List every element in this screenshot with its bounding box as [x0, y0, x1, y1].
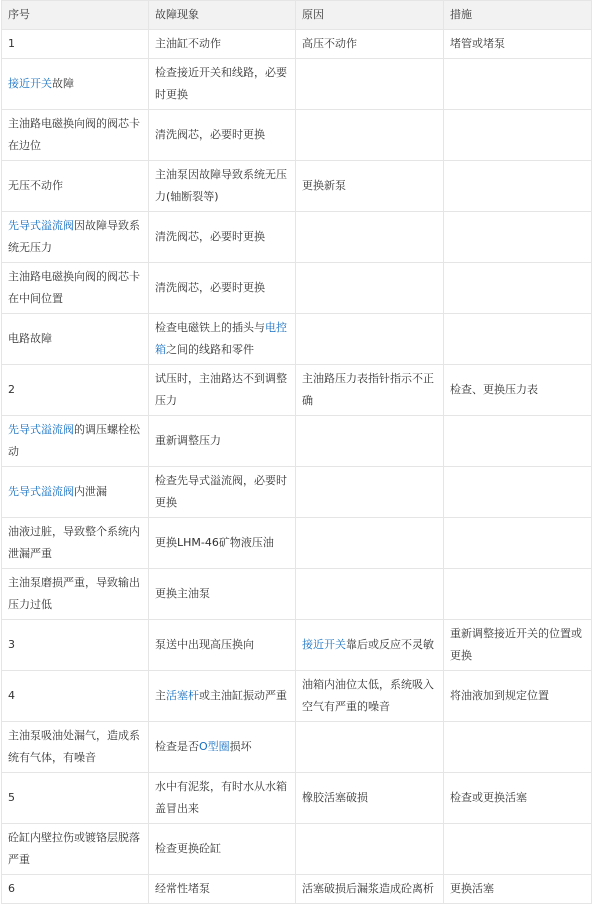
- measure-cell: [444, 416, 592, 467]
- cell-text: 泵送中出现高压换向: [155, 638, 254, 651]
- symptom-cell: [149, 365, 296, 416]
- term-link[interactable]: O型圈: [199, 740, 230, 753]
- cell-text: 检查是否: [155, 740, 199, 753]
- measure-cell: [444, 875, 592, 904]
- cell-text: 1: [8, 37, 15, 50]
- table-row: [2, 263, 592, 314]
- cause-cell: [296, 875, 444, 904]
- index-cell: [2, 824, 149, 875]
- cell-text: 6: [8, 882, 15, 895]
- symptom-cell: [149, 773, 296, 824]
- table-row: [2, 30, 592, 59]
- index-cell: [2, 620, 149, 671]
- table-row: [2, 824, 592, 875]
- index-cell: [2, 518, 149, 569]
- measure-cell: [444, 365, 592, 416]
- measure-cell: [444, 671, 592, 722]
- cell-text: 或主油缸振动严重: [199, 689, 287, 702]
- header-cause: 原因: [296, 1, 444, 30]
- measure-cell: [444, 314, 592, 365]
- symptom-cell: [149, 824, 296, 875]
- measure-cell: [444, 263, 592, 314]
- header-measure: 措施: [444, 1, 592, 30]
- cell-text: 检查电磁铁上的插头与: [155, 321, 265, 334]
- measure-cell: [444, 161, 592, 212]
- fault-table: [1, 0, 592, 904]
- cell-text: 清洗阀芯，必要时更换: [155, 230, 265, 243]
- table-row: [2, 110, 592, 161]
- table-row: [2, 620, 592, 671]
- table-row: [2, 416, 592, 467]
- table-row: [2, 518, 592, 569]
- cause-cell: [296, 263, 444, 314]
- cell-text: 清洗阀芯，必要时更换: [155, 128, 265, 141]
- cause-cell: [296, 30, 444, 59]
- header-index: 序号: [2, 1, 149, 30]
- symptom-cell: [149, 30, 296, 59]
- symptom-cell: [149, 875, 296, 904]
- cause-cell: [296, 365, 444, 416]
- cause-cell: [296, 671, 444, 722]
- cell-text: 无压不动作: [8, 179, 63, 192]
- term-link[interactable]: 接近开关: [302, 638, 346, 651]
- cell-text: 主: [155, 689, 166, 702]
- cell-text: 主油路电磁换向阀的阀芯卡在边位: [8, 117, 140, 152]
- table-row: [2, 875, 592, 904]
- cell-text: 内泄漏: [74, 485, 107, 498]
- index-cell: [2, 212, 149, 263]
- cell-text: 因故障导致系统无压力: [8, 219, 140, 254]
- term-link[interactable]: 接近开关: [8, 77, 52, 90]
- table-row: [2, 365, 592, 416]
- measure-cell: [444, 30, 592, 59]
- cause-cell: [296, 416, 444, 467]
- cell-text: 主油泵吸油处漏气，造成系统有气体，有噪音: [8, 729, 140, 764]
- index-cell: [2, 722, 149, 773]
- cell-text: 损坏: [229, 740, 252, 753]
- cell-text: 经常性堵泵: [155, 882, 210, 895]
- measure-cell: [444, 518, 592, 569]
- index-cell: [2, 875, 149, 904]
- table-row: [2, 569, 592, 620]
- table-row: [2, 161, 592, 212]
- term-link[interactable]: 先导式溢流阀: [8, 485, 74, 498]
- cell-text: 主油泵磨损严重，导致输出压力过低: [8, 576, 140, 611]
- cause-cell: [296, 110, 444, 161]
- cell-text: 检查先导式溢流阀，必要时更换: [155, 474, 287, 509]
- cell-text: 堵管或堵泵: [450, 37, 505, 50]
- term-link[interactable]: 活塞杆: [166, 689, 199, 702]
- cell-text: 重新调整接近开关的位置或更换: [450, 627, 582, 662]
- cell-text: 将油液加到规定位置: [450, 689, 549, 702]
- symptom-cell: [149, 671, 296, 722]
- index-cell: [2, 365, 149, 416]
- cell-text: 油箱内油位太低，系统吸入空气有严重的噪音: [302, 678, 434, 713]
- measure-cell: [444, 110, 592, 161]
- index-cell: [2, 671, 149, 722]
- cell-text: 故障: [52, 77, 74, 90]
- cell-text: 橡胶活塞破损: [302, 791, 368, 804]
- cell-text: 检查更换砼缸: [155, 842, 221, 855]
- cause-cell: [296, 314, 444, 365]
- measure-cell: [444, 722, 592, 773]
- index-cell: [2, 59, 149, 110]
- index-cell: [2, 263, 149, 314]
- cell-text: 之间的线路和零件: [166, 343, 254, 356]
- cell-text: 5: [8, 791, 15, 804]
- cell-text: 活塞破损后漏浆造成砼离析: [302, 882, 434, 895]
- cell-text: 主油路压力表指针指示不正确: [302, 372, 434, 407]
- symptom-cell: [149, 467, 296, 518]
- cause-cell: [296, 212, 444, 263]
- symptom-cell: [149, 518, 296, 569]
- cell-text: 更换新泵: [302, 179, 346, 192]
- cell-text: 4: [8, 689, 15, 702]
- table-row: [2, 467, 592, 518]
- cell-text: 试压时，主油路达不到调整压力: [155, 372, 287, 407]
- measure-cell: [444, 212, 592, 263]
- symptom-cell: [149, 110, 296, 161]
- measure-cell: [444, 569, 592, 620]
- cell-text: 检查或更换活塞: [450, 791, 527, 804]
- header-row: [2, 1, 592, 30]
- cause-cell: [296, 824, 444, 875]
- cell-text: 3: [8, 638, 15, 651]
- table-row: [2, 212, 592, 263]
- cause-cell: [296, 722, 444, 773]
- index-cell: [2, 161, 149, 212]
- cause-cell: [296, 518, 444, 569]
- symptom-cell: [149, 416, 296, 467]
- table-row: [2, 59, 592, 110]
- table-row: [2, 773, 592, 824]
- measure-cell: [444, 773, 592, 824]
- symptom-cell: [149, 620, 296, 671]
- cell-text: 主油泵因故障导致系统无压力(轴断裂等): [155, 168, 287, 203]
- measure-cell: [444, 620, 592, 671]
- symptom-cell: [149, 59, 296, 110]
- index-cell: [2, 416, 149, 467]
- term-link[interactable]: 先导式溢流阀: [8, 423, 74, 436]
- term-link[interactable]: 先导式溢流阀: [8, 219, 74, 232]
- symptom-cell: [149, 314, 296, 365]
- index-cell: [2, 314, 149, 365]
- cell-text: 油液过脏，导致整个系统内泄漏严重: [8, 525, 140, 560]
- cell-text: 检查接近开关和线路，必要时更换: [155, 66, 287, 101]
- index-cell: [2, 30, 149, 59]
- index-cell: [2, 467, 149, 518]
- term-link[interactable]: 电控箱: [155, 321, 287, 356]
- cell-text: 靠后或反应不灵敏: [346, 638, 434, 651]
- index-cell: [2, 110, 149, 161]
- cell-text: 清洗阀芯，必要时更换: [155, 281, 265, 294]
- table-row: [2, 722, 592, 773]
- symptom-cell: [149, 722, 296, 773]
- cause-cell: [296, 467, 444, 518]
- measure-cell: [444, 824, 592, 875]
- cause-cell: [296, 620, 444, 671]
- cell-text: 更换主油泵: [155, 587, 210, 600]
- cell-text: 电路故障: [8, 332, 52, 345]
- table-body: [2, 30, 592, 904]
- symptom-cell: [149, 569, 296, 620]
- symptom-cell: [149, 212, 296, 263]
- table-header: [2, 1, 592, 30]
- cell-text: 水中有泥浆，有时水从水箱盖冒出来: [155, 780, 287, 815]
- symptom-cell: [149, 161, 296, 212]
- table-row: [2, 314, 592, 365]
- table-row: [2, 671, 592, 722]
- cell-text: 更换活塞: [450, 882, 494, 895]
- measure-cell: [444, 59, 592, 110]
- cell-text: 主油缸不动作: [155, 37, 221, 50]
- cell-text: 的调压螺栓松动: [8, 423, 140, 458]
- cause-cell: [296, 569, 444, 620]
- cause-cell: [296, 773, 444, 824]
- cell-text: 重新调整压力: [155, 434, 221, 447]
- index-cell: [2, 773, 149, 824]
- cell-text: 2: [8, 383, 15, 396]
- cause-cell: [296, 161, 444, 212]
- symptom-cell: [149, 263, 296, 314]
- cell-text: 高压不动作: [302, 37, 357, 50]
- cell-text: 主油路电磁换向阀的阀芯卡在中间位置: [8, 270, 140, 305]
- header-symptom: 故障现象: [149, 1, 296, 30]
- index-cell: [2, 569, 149, 620]
- cause-cell: [296, 59, 444, 110]
- cell-text: 砼缸内壁拉伤或镀铬层脱落严重: [8, 831, 140, 866]
- measure-cell: [444, 467, 592, 518]
- cell-text: 检查、更换压力表: [450, 383, 538, 396]
- cell-text: 更换LHM-46矿物液压油: [155, 536, 274, 549]
